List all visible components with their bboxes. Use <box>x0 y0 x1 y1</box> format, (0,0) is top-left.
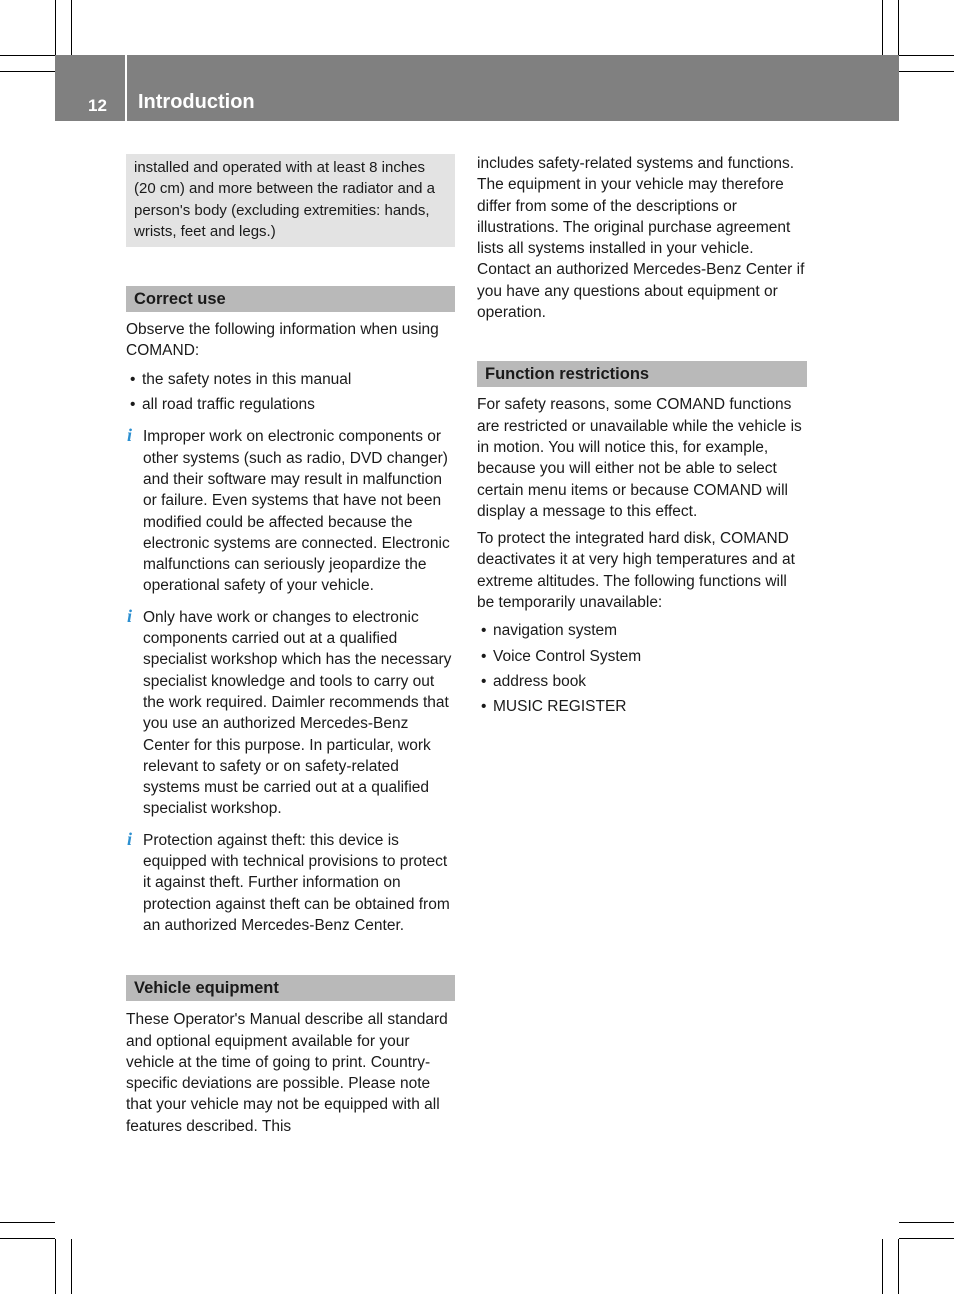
left-column <box>126 154 455 1137</box>
list-item: • all road traffic regulations <box>126 394 455 415</box>
continued-paragraph: includes safety-related systems and functions. The equipment in your vehicle may therefore differ from some of the descriptions or illustrations. The original purchase agreement lists all systems installed in your vehicle. Contact an authorized Mercedes-Benz Center if you have any questions about equipment or operation. <box>477 155 805 322</box>
crop-mark <box>0 55 55 56</box>
correct-use-intro: Observe the following information when using COMAND: <box>126 321 439 360</box>
section-heading-vehicle-equipment: Vehicle equipment <box>126 975 455 1001</box>
crop-mark <box>0 71 55 72</box>
list-item: • navigation system <box>477 620 807 641</box>
right-column <box>477 153 807 722</box>
crop-mark <box>71 1239 72 1294</box>
crop-mark <box>899 55 954 56</box>
info-icon: i <box>127 605 133 626</box>
function-restrictions-para2: To protect the integrated hard disk, COMAND deactivates it at very high temperatures and at extreme altitudes. The following functions will be temporarily unavailable: <box>477 530 795 612</box>
list-item: • address book <box>477 671 807 692</box>
crop-mark <box>899 1238 954 1239</box>
crop-mark <box>899 1222 954 1223</box>
list-item: • MUSIC REGISTER <box>477 696 807 717</box>
page-number: 12 <box>88 96 107 115</box>
list-item: • the safety notes in this manual <box>126 369 455 390</box>
crop-mark <box>71 0 72 55</box>
info-note <box>126 426 455 596</box>
info-icon: i <box>127 425 133 446</box>
info-note <box>126 830 455 936</box>
crop-mark <box>0 1238 55 1239</box>
crop-mark <box>882 0 883 55</box>
chapter-title: Introduction <box>138 91 255 113</box>
info-text: Protection against theft: this device is equipped with technical provisions to protect it against theft. Further information on protection against theft can be obtained from an authorized Mercedes-Benz Center. <box>143 831 450 934</box>
info-note <box>126 607 455 820</box>
section-heading-correct-use: Correct use <box>126 286 455 312</box>
header-divider <box>125 55 127 121</box>
correct-use-list <box>126 369 455 416</box>
unavailable-functions-list <box>477 620 807 717</box>
crop-mark <box>55 0 56 55</box>
list-item: • Voice Control System <box>477 646 807 667</box>
crop-mark <box>899 71 954 72</box>
crop-mark <box>898 0 899 55</box>
crop-mark <box>55 1239 56 1294</box>
section-heading-function-restrictions: Function restrictions <box>477 361 807 387</box>
notice-box: installed and operated with at least 8 inches (20 cm) and more between the radiator and a person's body (excluding extremities: hands, wrists, feet and legs.) <box>126 154 455 247</box>
info-icon: i <box>127 828 133 849</box>
info-text: Only have work or changes to electronic components carried out at a qualified specialist workshop which has the necessary specialist knowledge and tools to carry out the work required. Daimler recommends that you use an authorized Mercedes-Benz Center for this purpose. In particular, work relevant to safety or on safety-related systems must be carried out at a qualified specialist workshop. <box>143 608 452 818</box>
crop-mark <box>898 1239 899 1294</box>
crop-mark <box>882 1239 883 1294</box>
crop-mark <box>0 1222 55 1223</box>
vehicle-equipment-text: These Operator's Manual describe all standard and optional equipment available for your vehicle at the time of going to print. Country-specific deviations are possible. Please note that your vehicle may not be equipped with all features described. This <box>126 1011 448 1135</box>
info-text: Improper work on electronic components or other systems (such as radio, DVD changer) and their software may result in malfunction or failure. Even systems that have not been modified could be affected because the electronic systems are connected. Electronic malfunctions can seriously jeopardize the operational safety of your vehicle. <box>143 428 450 595</box>
function-restrictions-para1: For safety reasons, some COMAND functions are restricted or unavailable while the vehicle is in motion. You will notice this, for example, because you will either not be able to select certain menu items or because COMAND will display a message to this effect. <box>477 396 802 520</box>
